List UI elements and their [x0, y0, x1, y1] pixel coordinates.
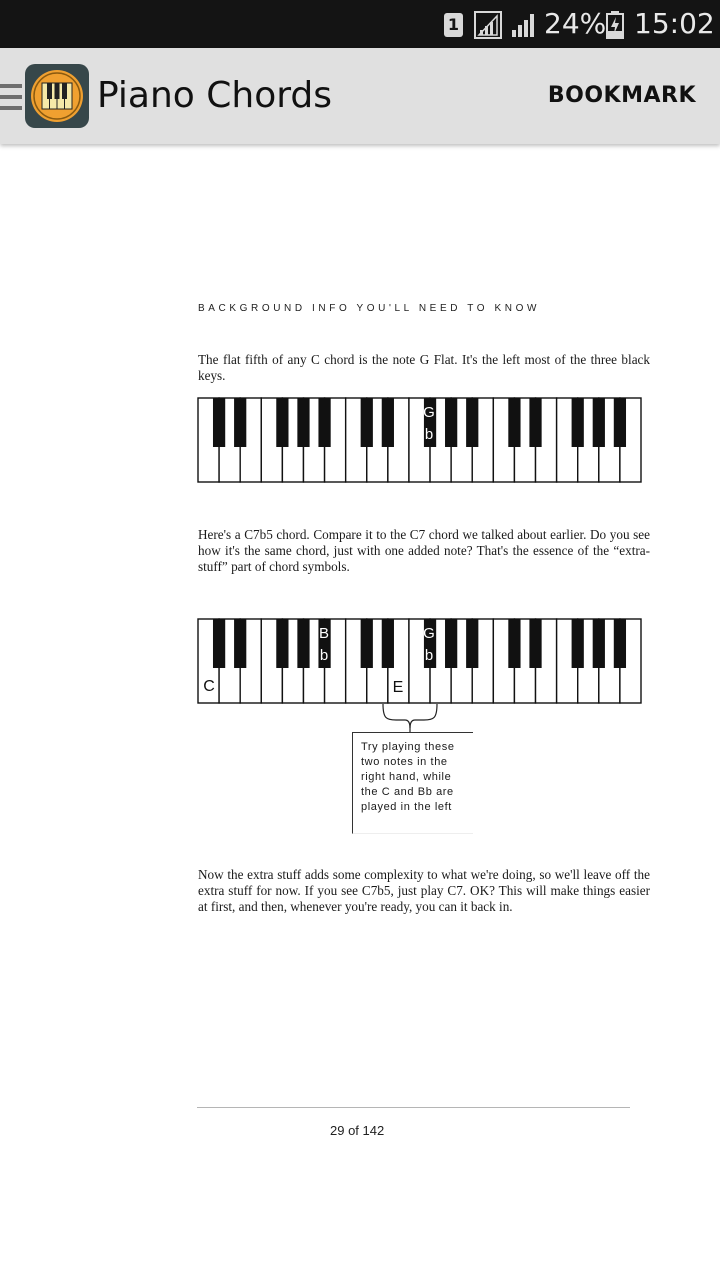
flat-sign: b [424, 647, 434, 664]
black-key [213, 619, 225, 668]
sim-card-icon: 1 [444, 13, 463, 37]
section-heading: BACKGROUND INFO YOU'LL NEED TO KNOW [198, 303, 541, 314]
black-key [382, 398, 394, 447]
black-key [614, 619, 626, 668]
black-key [529, 398, 541, 447]
bracket [380, 704, 440, 734]
app-bar [0, 48, 720, 144]
black-key [361, 398, 373, 447]
black-key [572, 398, 584, 447]
app-title: Piano Chords [97, 75, 333, 116]
black-key [614, 398, 626, 447]
key-label: G [423, 625, 435, 642]
piano-keyboard-diagram [197, 618, 642, 704]
black-key [297, 619, 309, 668]
signal-strength-icon [510, 11, 538, 39]
battery-charging-icon [606, 11, 624, 39]
hamburger-icon[interactable] [0, 84, 22, 110]
status-bar [0, 0, 720, 48]
paragraph: The flat fifth of any C chord is the note G Flat. It's the left most of the three black keys. [198, 352, 650, 383]
black-key [445, 398, 457, 447]
black-key [297, 398, 309, 447]
key-label: C [203, 678, 215, 695]
annotation-note [352, 732, 473, 834]
black-key [234, 619, 246, 668]
key-label: B [318, 625, 330, 642]
paragraph: Here's a C7b5 chord. Compare it to the C7 chord we talked about earlier. Do you see how it's the same chord, just with one added note? That's the essence of the “extra-stuff” part of chord symbols. [198, 527, 650, 574]
black-key [276, 398, 288, 447]
black-key [572, 619, 584, 668]
signal-strength-icon [474, 11, 502, 39]
black-key [529, 619, 541, 668]
clock: 15:02 [634, 7, 715, 40]
black-key [276, 619, 288, 668]
flat-sign: b [424, 426, 434, 443]
battery-percent: 24% [544, 7, 607, 40]
page-counter: 29 of 142 [330, 1123, 385, 1138]
piano-keys-icon[interactable] [25, 64, 89, 128]
black-key [593, 398, 605, 447]
key-label: G [423, 404, 435, 421]
black-key [234, 398, 246, 447]
piano-keyboard-diagram [197, 397, 642, 483]
black-key [382, 619, 394, 668]
black-key [361, 619, 373, 668]
note-text: Try playing these two notes in the right hand, while the C and Bb are played in the left [361, 741, 455, 813]
flat-sign: b [319, 647, 329, 664]
black-key [466, 619, 478, 668]
black-key [318, 398, 330, 447]
black-key [445, 619, 457, 668]
divider [197, 1107, 630, 1108]
black-key [508, 398, 520, 447]
key-label: E [392, 679, 404, 696]
paragraph: Now the extra stuff adds some complexity to what we're doing, so we'll leave off the extra stuff for now. If you see C7b5, just play C7. OK? This will make things easier at first, and then, whenever you're ready, you can it back in. [198, 867, 650, 914]
black-key [593, 619, 605, 668]
black-key [213, 398, 225, 447]
bookmark-button[interactable]: BOOKMARK [547, 83, 696, 108]
black-key [466, 398, 478, 447]
black-key [508, 619, 520, 668]
